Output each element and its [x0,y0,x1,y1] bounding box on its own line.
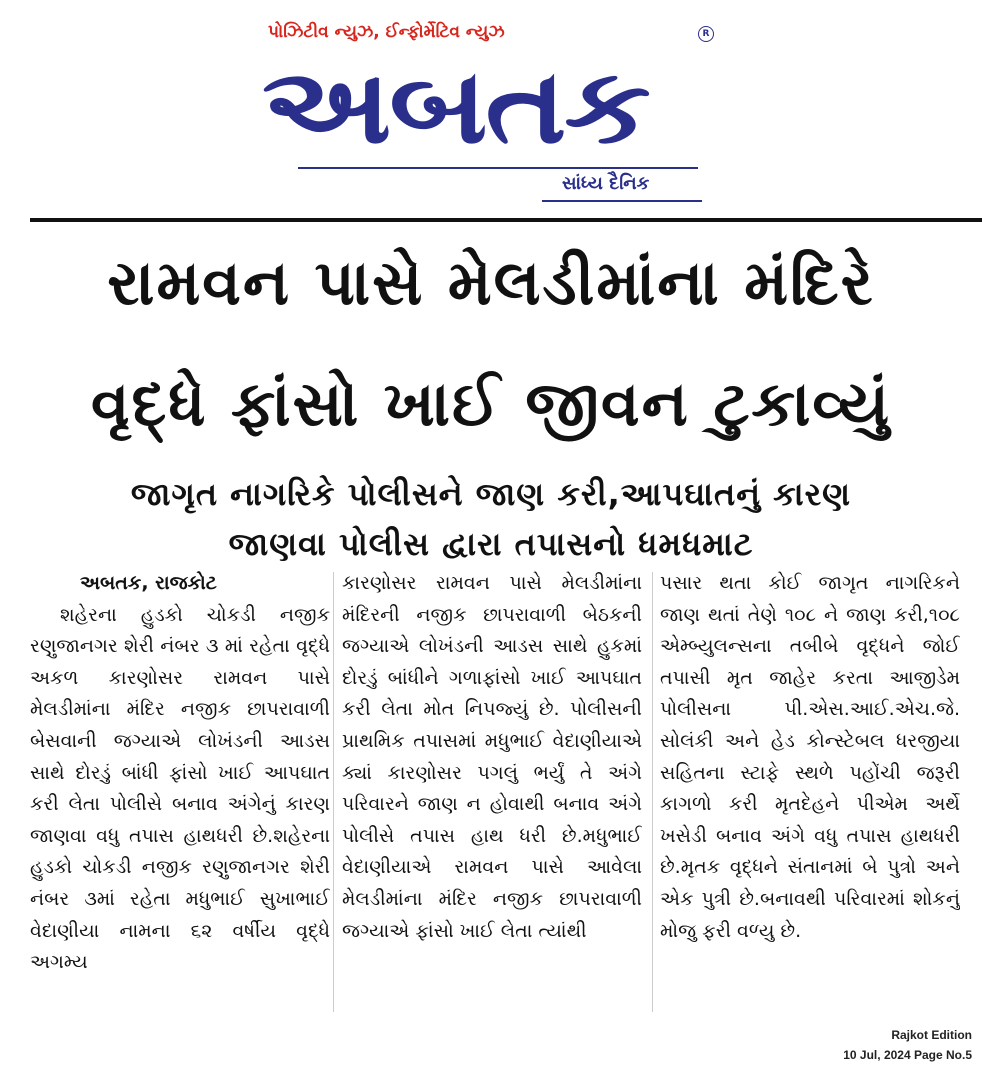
edition-type-label: સાંધ્ય દૈનિક [562,173,650,194]
article-column-1 [30,568,330,1013]
article-column-3 [660,568,960,1013]
headline-line-1: રામવન પાસે મેલડીમાંના મંદિરે [107,246,875,319]
headline-top-rule [30,218,982,222]
article-column-3-text: પસાર થતા કોઈ જાગૃત નાગરિકને જાણ થતાં તેણે ૧૦૮ ને જાણ કરી,૧૦૮ એમ્બ્યુલન્સના તબીબે વૃદ્ધને જોઈ તપાસી મૃત જાહેર કરતા આજીડેમ પોલીસના પી.એસ.આઈ.એચ.જે. સોલંકી અને હેડ કોન્સ્ટેબલ ધરજીયા સહિતના સ્ટાફે સ્થળે પહોંચી જરૂરી કાગળો કરી મૃતદેહને પીએમ અર્થે ખસેડી બનાવ અંગે વધુ તપાસ હાથધરી છે.મૃતક વૃદ્ધને સંતાનમાં બે પુત્રો અને એક પુત્રી છે.બનાવથી પરિવારમાં શોકનું મોજુ ફરી વળ્યુ છે. [660,572,960,942]
subheadline-line-2: જાણવા પોલીસ દ્વારા તપાસનો ધમધમાટ [228,525,754,563]
headline-line-2: વૃદ્ધે ફાંસો ખાઈ જીવન ટુકાવ્યું [90,367,891,440]
edition-type-underline [542,200,702,202]
registered-mark-icon: R [698,26,714,42]
article-column-2 [342,568,642,1013]
masthead [262,16,722,206]
footer-edition: Rajkot Edition [891,1028,972,1042]
footer-date-page: 10 Jul, 2024 Page No.5 [843,1048,972,1062]
article-column-1-text: શહેરના હુડકો ચોકડી નજીક રણુજાનગર શેરી નંબર ૩ માં રહેતા વૃદ્ધે અકળ કારણોસર રામવન પાસે મેલડીમાંના મંદિર નજીક છાપરાવાળી બેસવાની જગ્યાએ લોખંડની આડસ સાથે દોરડું બાંધી ફાંસો ખાઈ આપઘાત કરી લેતા પોલીસે બનાવ અંગેનું કારણ જાણવા વધુ તપાસ હાથધરી છે.શહેરના હુડકો ચોકડી નજીક રણુજાનગર શેરી નંબર ૩માં રહેતા મધુભાઈ સુખાભાઈ વેદાણીયા નામના ૬૨ વર્ષીય વૃદ્ધે અગમ્ય [30,603,330,974]
article-dateline: અબતક, રાજકોટ [80,572,217,594]
masthead-rule [298,167,698,169]
masthead-tagline: પોઝિટીવ ન્યુઝ, ઈન્ફોર્મેટિવ ન્યુઝ [268,22,505,42]
column-divider [652,572,653,1012]
subheadline-line-1: જાગૃત નાગરિકે પોલીસને જાણ કરી,આપઘાતનું કારણ [130,475,852,513]
article-column-2-text: કારણોસર રામવન પાસે મેલડીમાંના મંદિરની નજીક છાપરાવાળી બેઠકની જગ્યાએ લોખંડની આડસ સાથે હુકમાં દોરડું બાંધીને ગળાફાંસો ખાઈ આપઘાત કરી લેતા મોત નિપજ્યું છે. પોલીસની પ્રાથમિક તપાસમાં મધુભાઈ વેદાણીયાએ ક્યાં કારણોસર પગલું ભર્યું તે અંગે પરિવારને જાણ ન હોવાથી બનાવ અંગે પોલીસે તપાસ હાથ ધરી છે.મધુભાઈ વેદાણીયાએ રામવન પાસે આવેલા મેલડીમાંના મંદિર નજીક છાપરાવાળી જગ્યાએ ફાંસો ખાઈ લેતા ત્યાંથી [342,572,642,942]
column-divider [333,572,334,1012]
newspaper-logo: અબતક [262,45,649,167]
